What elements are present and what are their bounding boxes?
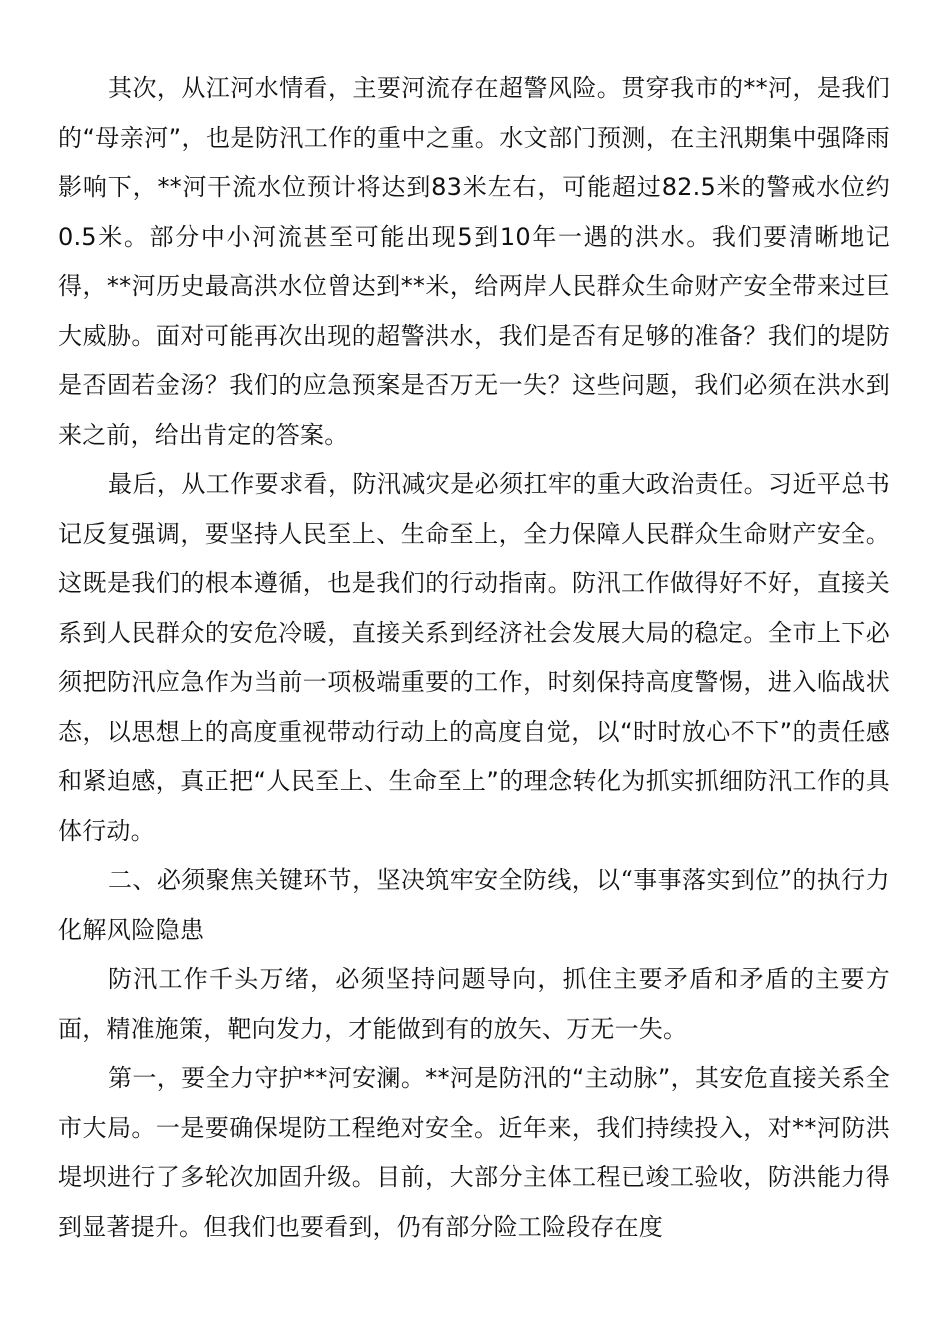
paragraph-river-protection: 第一，要全力守护**河安澜。**河是防汛的“主动脉”，其安危直接关系全市大局。一是要确保堤防工程绝对安全。近年来，我们持续投入，对**河防洪堤坝进行了多轮次加固升级。目前，大部分主体工程已竣工验收，防洪能力得到显著提升。但我们也要看到，仍有部分险工险段存在度	[58, 1064, 890, 1241]
section-heading: 二、必须聚焦关键环节，坚决筑牢安全防线，以“事事落实到位”的执行力化解风险隐患	[58, 866, 890, 944]
paragraph-problem-orientation: 防汛工作千头万绪，必须坚持问题导向，抓住主要矛盾和矛盾的主要方面，精准施策，靶向发力，才能做到有的放矢、万无一失。	[58, 965, 890, 1043]
document-body	[58, 64, 890, 1252]
paragraph-work-requirements: 最后，从工作要求看，防汛减灾是必须扛牢的重大政治责任。习近平总书记反复强调，要坚持人民至上、生命至上，全力保障人民群众生命财产安全。这既是我们的根本遵循，也是我们的行动指南。防汛工作做得好不好，直接关系到人民群众的安危冷暖，直接关系到经济社会发展大局的稳定。全市上下必须把防汛应急作为当前一项极端重要的工作，时刻保持高度警惕，进入临战状态，以思想上的高度重视带动行动上的高度自觉，以“时时放心不下”的责任感和紧迫感，真正把“人民至上、生命至上”的理念转化为抓实抓细防汛工作的具体行动。	[58, 470, 890, 845]
paragraph-river-situation: 其次，从江河水情看，主要河流存在超警风险。贯穿我市的**河，是我们的“母亲河”，也是防汛工作的重中之重。水文部门预测，在主汛期集中强降雨影响下，**河干流水位预计将达到83米左右，可能超过82.5米的警戒水位约0.5米。部分中小河流甚至可能出现5到10年一遇的洪水。我们要清晰地记得，**河历史最高洪水位曾达到**米，给两岸人民群众生命财产安全带来过巨大威胁。面对可能再次出现的超警洪水，我们是否有足够的准备？我们的堤防是否固若金汤？我们的应急预案是否万无一失？这些问题，我们必须在洪水到来之前，给出肯定的答案。	[58, 74, 890, 449]
